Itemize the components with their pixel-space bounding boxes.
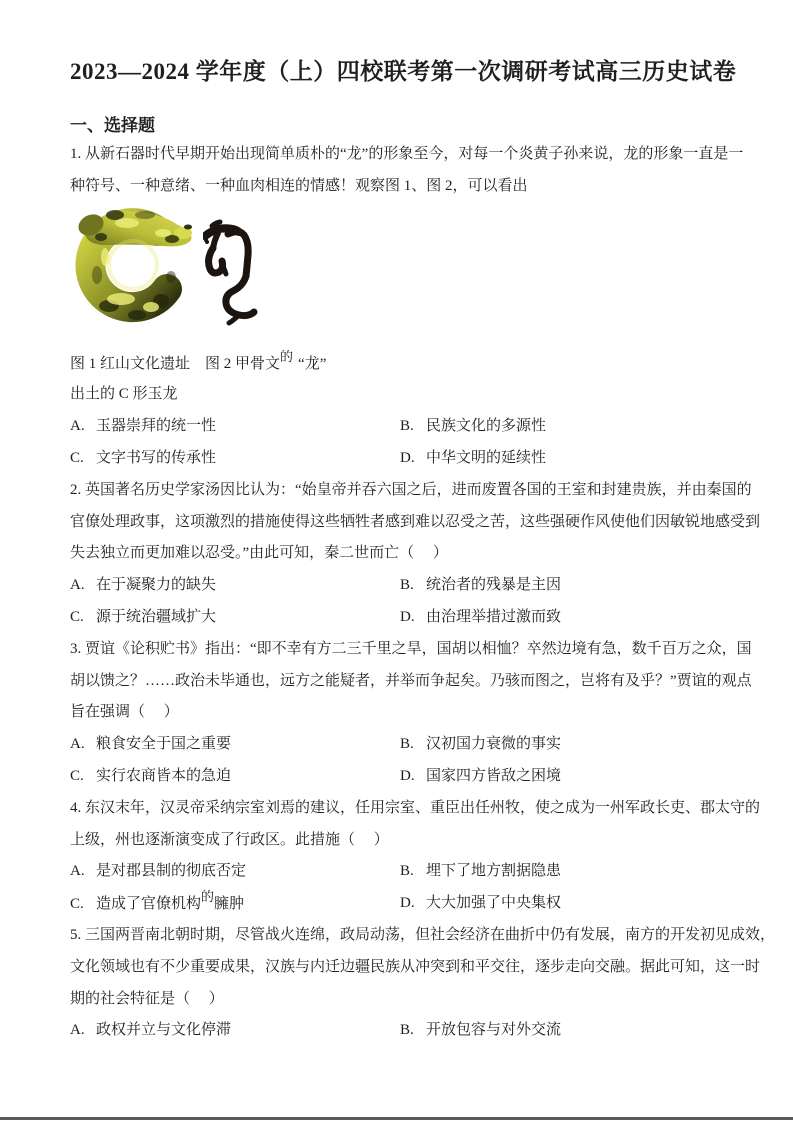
- option-b-label: B.: [400, 1022, 414, 1039]
- option-d-text: 大大加强了中央集权: [426, 895, 562, 912]
- option-a-text: 玉器崇拜的统一性: [96, 418, 217, 435]
- option-d: [400, 761, 561, 793]
- question-4: [70, 793, 761, 920]
- question-4-line-1: 4. 东汉末年，汉灵帝采纳宗室刘焉的建议，任用宗室、重臣出任州牧，使之成为一州军政长吏、郡太守的: [70, 799, 761, 816]
- option-c-label: C.: [70, 767, 84, 784]
- page-bottom-edge: [0, 1117, 793, 1120]
- option-c-label: C.: [70, 608, 84, 625]
- option-b-text: 开放包容与对外交流: [426, 1022, 562, 1039]
- figure-captions-row: [70, 348, 725, 380]
- hongshan-jade-dragon-image: [75, 203, 197, 325]
- option-d-text: 国家四方皆敌之困境: [426, 767, 562, 784]
- option-b-label: B.: [400, 863, 414, 880]
- option-c-text-pre: 造成了官僚机构: [96, 896, 202, 913]
- option-b-label: B.: [400, 577, 414, 594]
- option-c: [70, 888, 400, 920]
- option-c: [70, 602, 400, 634]
- figure2-caption: 图 2 甲骨文: [205, 355, 281, 372]
- option-a: [70, 570, 400, 602]
- option-b-label: B.: [400, 418, 414, 435]
- option-d: [400, 602, 561, 634]
- option-b: [400, 570, 561, 602]
- question-2-line-2: 官僚处理政事，这项激烈的措施使得这些牺牲者感到难以忍受之苦，这些强硬作风使他们因敏锐地感受到: [70, 513, 761, 530]
- option-c-text: 源于统治疆域扩大: [96, 608, 217, 625]
- option-a-text: 政权并立与文化停滞: [96, 1022, 232, 1039]
- option-c-text-post: 臃肿: [214, 896, 245, 913]
- option-d-label: D.: [400, 449, 415, 466]
- jade-inner-sheen: [109, 241, 157, 289]
- section-heading: 一、选择题: [70, 116, 155, 135]
- option-b-text: 统治者的残暴是主因: [426, 577, 562, 594]
- option-d-label: D.: [400, 895, 415, 912]
- question-1-options-cd: [70, 443, 725, 475]
- option-a: [70, 411, 400, 443]
- option-b: [400, 856, 561, 888]
- option-d-label: D.: [400, 767, 415, 784]
- option-d-text: 由治理举措过激而致: [426, 608, 562, 625]
- option-a-label: A.: [70, 577, 85, 594]
- option-b: [400, 411, 546, 443]
- option-a: [70, 856, 400, 888]
- question-3-options-cd: [70, 761, 725, 793]
- question-3-line-2: 胡以馈之？……政治未毕通也，远方之能疑者，并举而争起矣。乃骇而图之，岂将有及乎？”贾谊的观点: [70, 672, 752, 689]
- question-1-options-ab: [70, 411, 725, 443]
- question-5-line-2: 文化领域也有不少重要成果，汉族与内迁边疆民族从冲突到和平交往，逐步走向交融。据此可知，这一时: [70, 958, 761, 975]
- question-3-options-ab: [70, 729, 725, 761]
- question-1-line-1: 1. 从新石器时代早期开始出现简单质朴的“龙”的形象至今，对每一个炎黄子孙来说，龙的形象一直是一: [70, 146, 744, 162]
- option-c-text: 文字书写的传承性: [96, 449, 217, 466]
- question-5-line-1: 5. 三国两晋南北朝时期，尽管战火连绵，政局动荡，但社会经济在曲折中仍有发展，南方的开发初见成效，: [70, 926, 776, 943]
- option-c: [70, 761, 400, 793]
- option-a-label: A.: [70, 863, 85, 880]
- oracle-glyph-strokes: [205, 222, 254, 323]
- question-3-line-3: 旨在强调（ ）: [70, 704, 179, 721]
- question-4-line-2: 上级，州也逐渐演变成了行政区。此措施（ ）: [70, 831, 389, 848]
- option-b-label: B.: [400, 736, 414, 753]
- option-b: [400, 1015, 561, 1047]
- option-a-text: 粮食安全于国之重要: [96, 736, 232, 753]
- question-4-options-ab: [70, 856, 725, 888]
- option-c-label: C.: [70, 449, 84, 466]
- option-b-text: 埋下了地方割据隐患: [426, 863, 562, 880]
- option-a-text: 是对郡县制的彻底否定: [96, 863, 247, 880]
- question-2-options-ab: [70, 570, 725, 602]
- option-b-text: 民族文化的多源性: [426, 418, 547, 435]
- question-1: [70, 139, 744, 475]
- question-5-options-ab: [70, 1015, 725, 1047]
- question-4-options-cd: [70, 888, 725, 920]
- question-5-line-3: 期的社会特征是（ ）: [70, 990, 224, 1007]
- question-3: [70, 634, 752, 793]
- jade-nostril: [184, 224, 192, 229]
- question-2-options-cd: [70, 602, 725, 634]
- oracle-bone-dragon-glyph: [203, 219, 259, 326]
- option-d: [400, 888, 561, 920]
- option-b-text: 汉初国力衰微的事实: [426, 736, 562, 753]
- figure1-caption: 图 1 红山文化遗址: [70, 355, 191, 372]
- option-c-text: 实行农商皆本的急迫: [96, 767, 232, 784]
- figure2-caption-quoted: “龙”: [298, 355, 327, 372]
- option-a: [70, 1015, 400, 1047]
- option-a-text: 在于凝聚力的缺失: [96, 577, 217, 594]
- option-d: [400, 443, 546, 475]
- question-3-line-1: 3. 贾谊《论积贮书》指出：“即不幸有方二三千里之旱，国胡以相恤？卒然边境有急，数千百万之众，国: [70, 640, 752, 657]
- question-2-line-3: 失去独立而更加难以忍受。”由此可知，秦二世而亡（ ）: [70, 545, 448, 562]
- question-2-line-1: 2. 英国著名历史学家汤因比认为：“始皇帝并吞六国之后，进而废置各国的王室和封建贵族，并由秦国的: [70, 481, 752, 498]
- option-c: [70, 443, 400, 475]
- option-a-label: A.: [70, 418, 85, 435]
- option-b: [400, 729, 561, 761]
- figure2-caption-raised-char: 的: [280, 348, 294, 364]
- page-title: 2023—2024 学年度（上）四校联考第一次调研考试高三历史试卷: [70, 59, 737, 84]
- option-c-raised-char: 的: [201, 889, 215, 905]
- option-c-label: C.: [70, 896, 84, 913]
- question-1-line-2: 种符号、一种意绪、一种血肉相连的情感！观察图 1、图 2，可以看出: [70, 177, 528, 194]
- figure-dragon-images: [70, 203, 725, 348]
- question-5: [70, 920, 776, 1047]
- option-a-label: A.: [70, 1022, 85, 1039]
- option-d-label: D.: [400, 608, 415, 625]
- option-a: [70, 729, 400, 761]
- figure-caption-continuation: 出土的 C 形玉龙: [70, 386, 178, 403]
- question-2: [70, 475, 761, 634]
- option-a-label: A.: [70, 736, 85, 753]
- option-d-text: 中华文明的延续性: [426, 449, 547, 466]
